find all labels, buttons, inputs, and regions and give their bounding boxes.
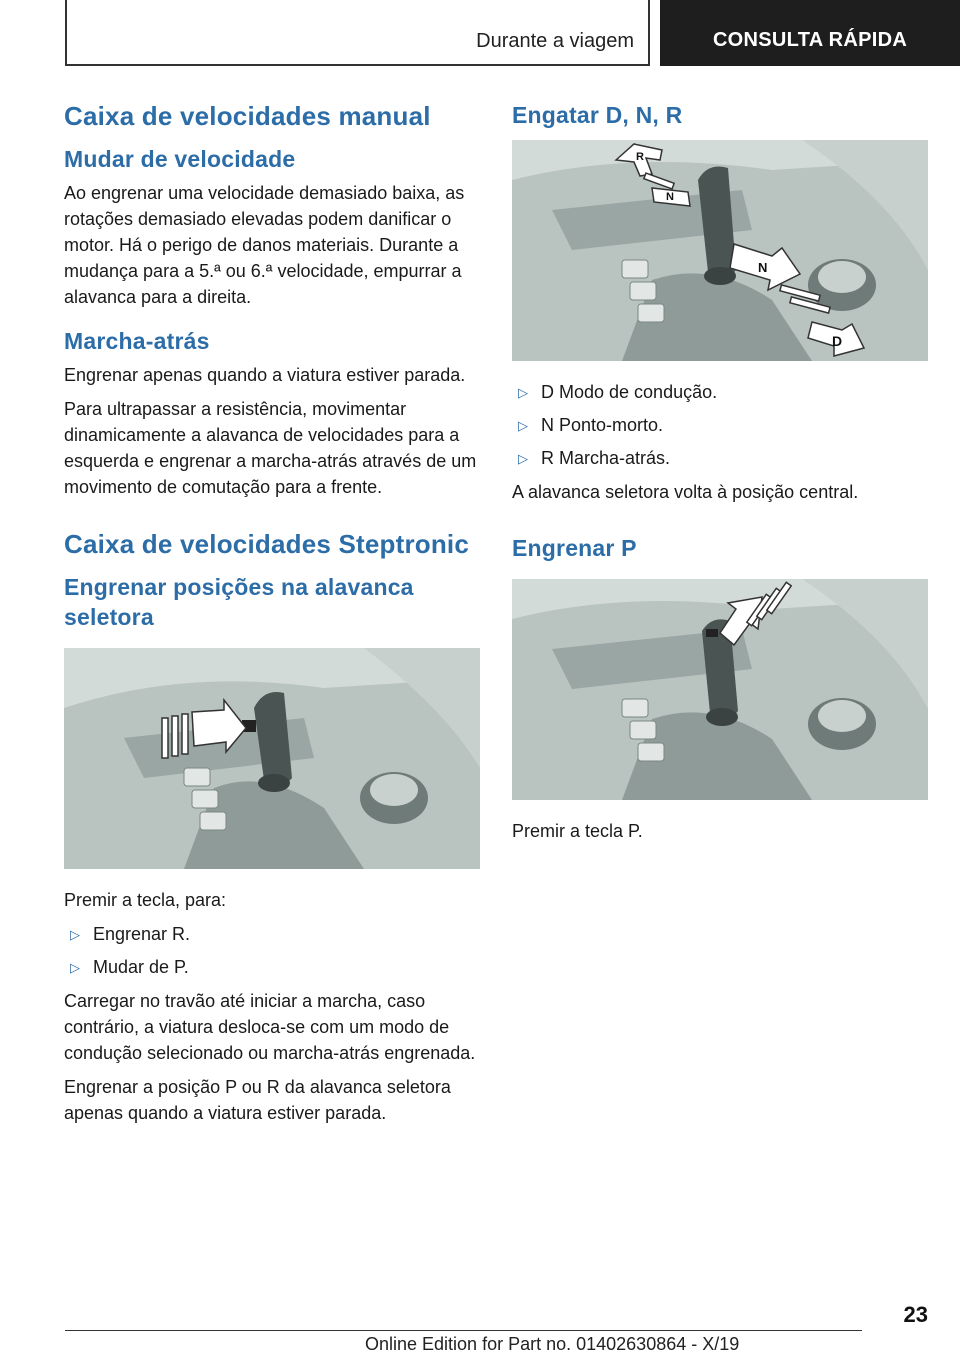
triangle-bullet-icon: ▷ [70, 960, 80, 975]
para-engage-p: Engrenar a posição P ou R da alavanca seletora apenas quando a viatura estiver parada. [64, 1077, 451, 1123]
heading-engage-dnr: Engatar D, N, R [512, 102, 683, 128]
para-change-gear: Ao engrenar uma velocidade demasiado baixa, as rotações demasiado elevadas podem danificar o motor. Há o perigo de danos materiais. Durante a mudança para a 5.ª ou 6.ª velocidade, empurrar a alavanca para a direita. [64, 183, 465, 307]
para-press-p: Premir a tecla P. [512, 821, 643, 841]
list-dnr-positions [512, 379, 932, 471]
list-item: ▷ D Modo de condução. [512, 379, 932, 405]
list-item: ▷ Engrenar R. [64, 921, 484, 947]
figure-label-r: R [636, 151, 644, 163]
triangle-bullet-icon: ▷ [518, 385, 528, 400]
triangle-bullet-icon: ▷ [70, 927, 80, 942]
figure-dnr [512, 140, 928, 361]
list-item: ▷ Mudar de P. [64, 954, 484, 980]
heading-reverse: Marcha-atrás [64, 328, 210, 354]
list-item: ▷ N Ponto-morto. [512, 412, 932, 438]
triangle-bullet-icon: ▷ [518, 451, 528, 466]
para-lever-returns: A alavanca seletora volta à posição central. [512, 482, 859, 502]
para-press-button: Premir a tecla, para: [64, 890, 227, 910]
left-column [64, 100, 484, 1134]
footer-divider [65, 1330, 862, 1331]
figure-label-d: D [832, 333, 843, 349]
heading-engage-p: Engrenar P [512, 535, 637, 561]
heading-manual-gearbox: Caixa de velocidades manual [64, 101, 431, 131]
para-brake: Carregar no travão até iniciar a marcha, caso contrário, a viatura desloca-se com um modo de condução selecionado ou marcha-atrás engrenada. [64, 991, 476, 1063]
list-button-actions [64, 921, 484, 980]
right-column [512, 100, 932, 852]
figure-selector-button [64, 648, 480, 869]
heading-steptronic: Caixa de velocidades Steptronic [64, 529, 470, 559]
heading-change-gear: Mudar de velocidade [64, 146, 296, 172]
para-reverse-2: Para ultrapassar a resistência, movimentar dinamicamente a alavanca de velocidades para a esquerda e engrenar a marcha-atrás através de um movimento de comutação para a frente. [64, 399, 477, 497]
section-title: Durante a viagem [476, 30, 634, 52]
page-number: 23 [903, 1302, 928, 1327]
figure-label-n-top: N [666, 191, 674, 203]
section-tab[interactable]: CONSULTA RÁPIDA [660, 0, 960, 66]
para-reverse-1: Engrenar apenas quando a viatura estiver parada. [64, 365, 466, 385]
figure-p-button [512, 579, 928, 800]
footer-edition: Online Edition for Part no. 01402630864 - X/19 [365, 1334, 740, 1354]
triangle-bullet-icon: ▷ [518, 418, 528, 433]
figure-label-n-bottom: N [758, 260, 768, 275]
header-box [65, 0, 650, 66]
heading-selector-positions: Engrenar posições na alavanca seletora [64, 574, 414, 630]
list-item: ▷ R Marcha-atrás. [512, 445, 932, 471]
